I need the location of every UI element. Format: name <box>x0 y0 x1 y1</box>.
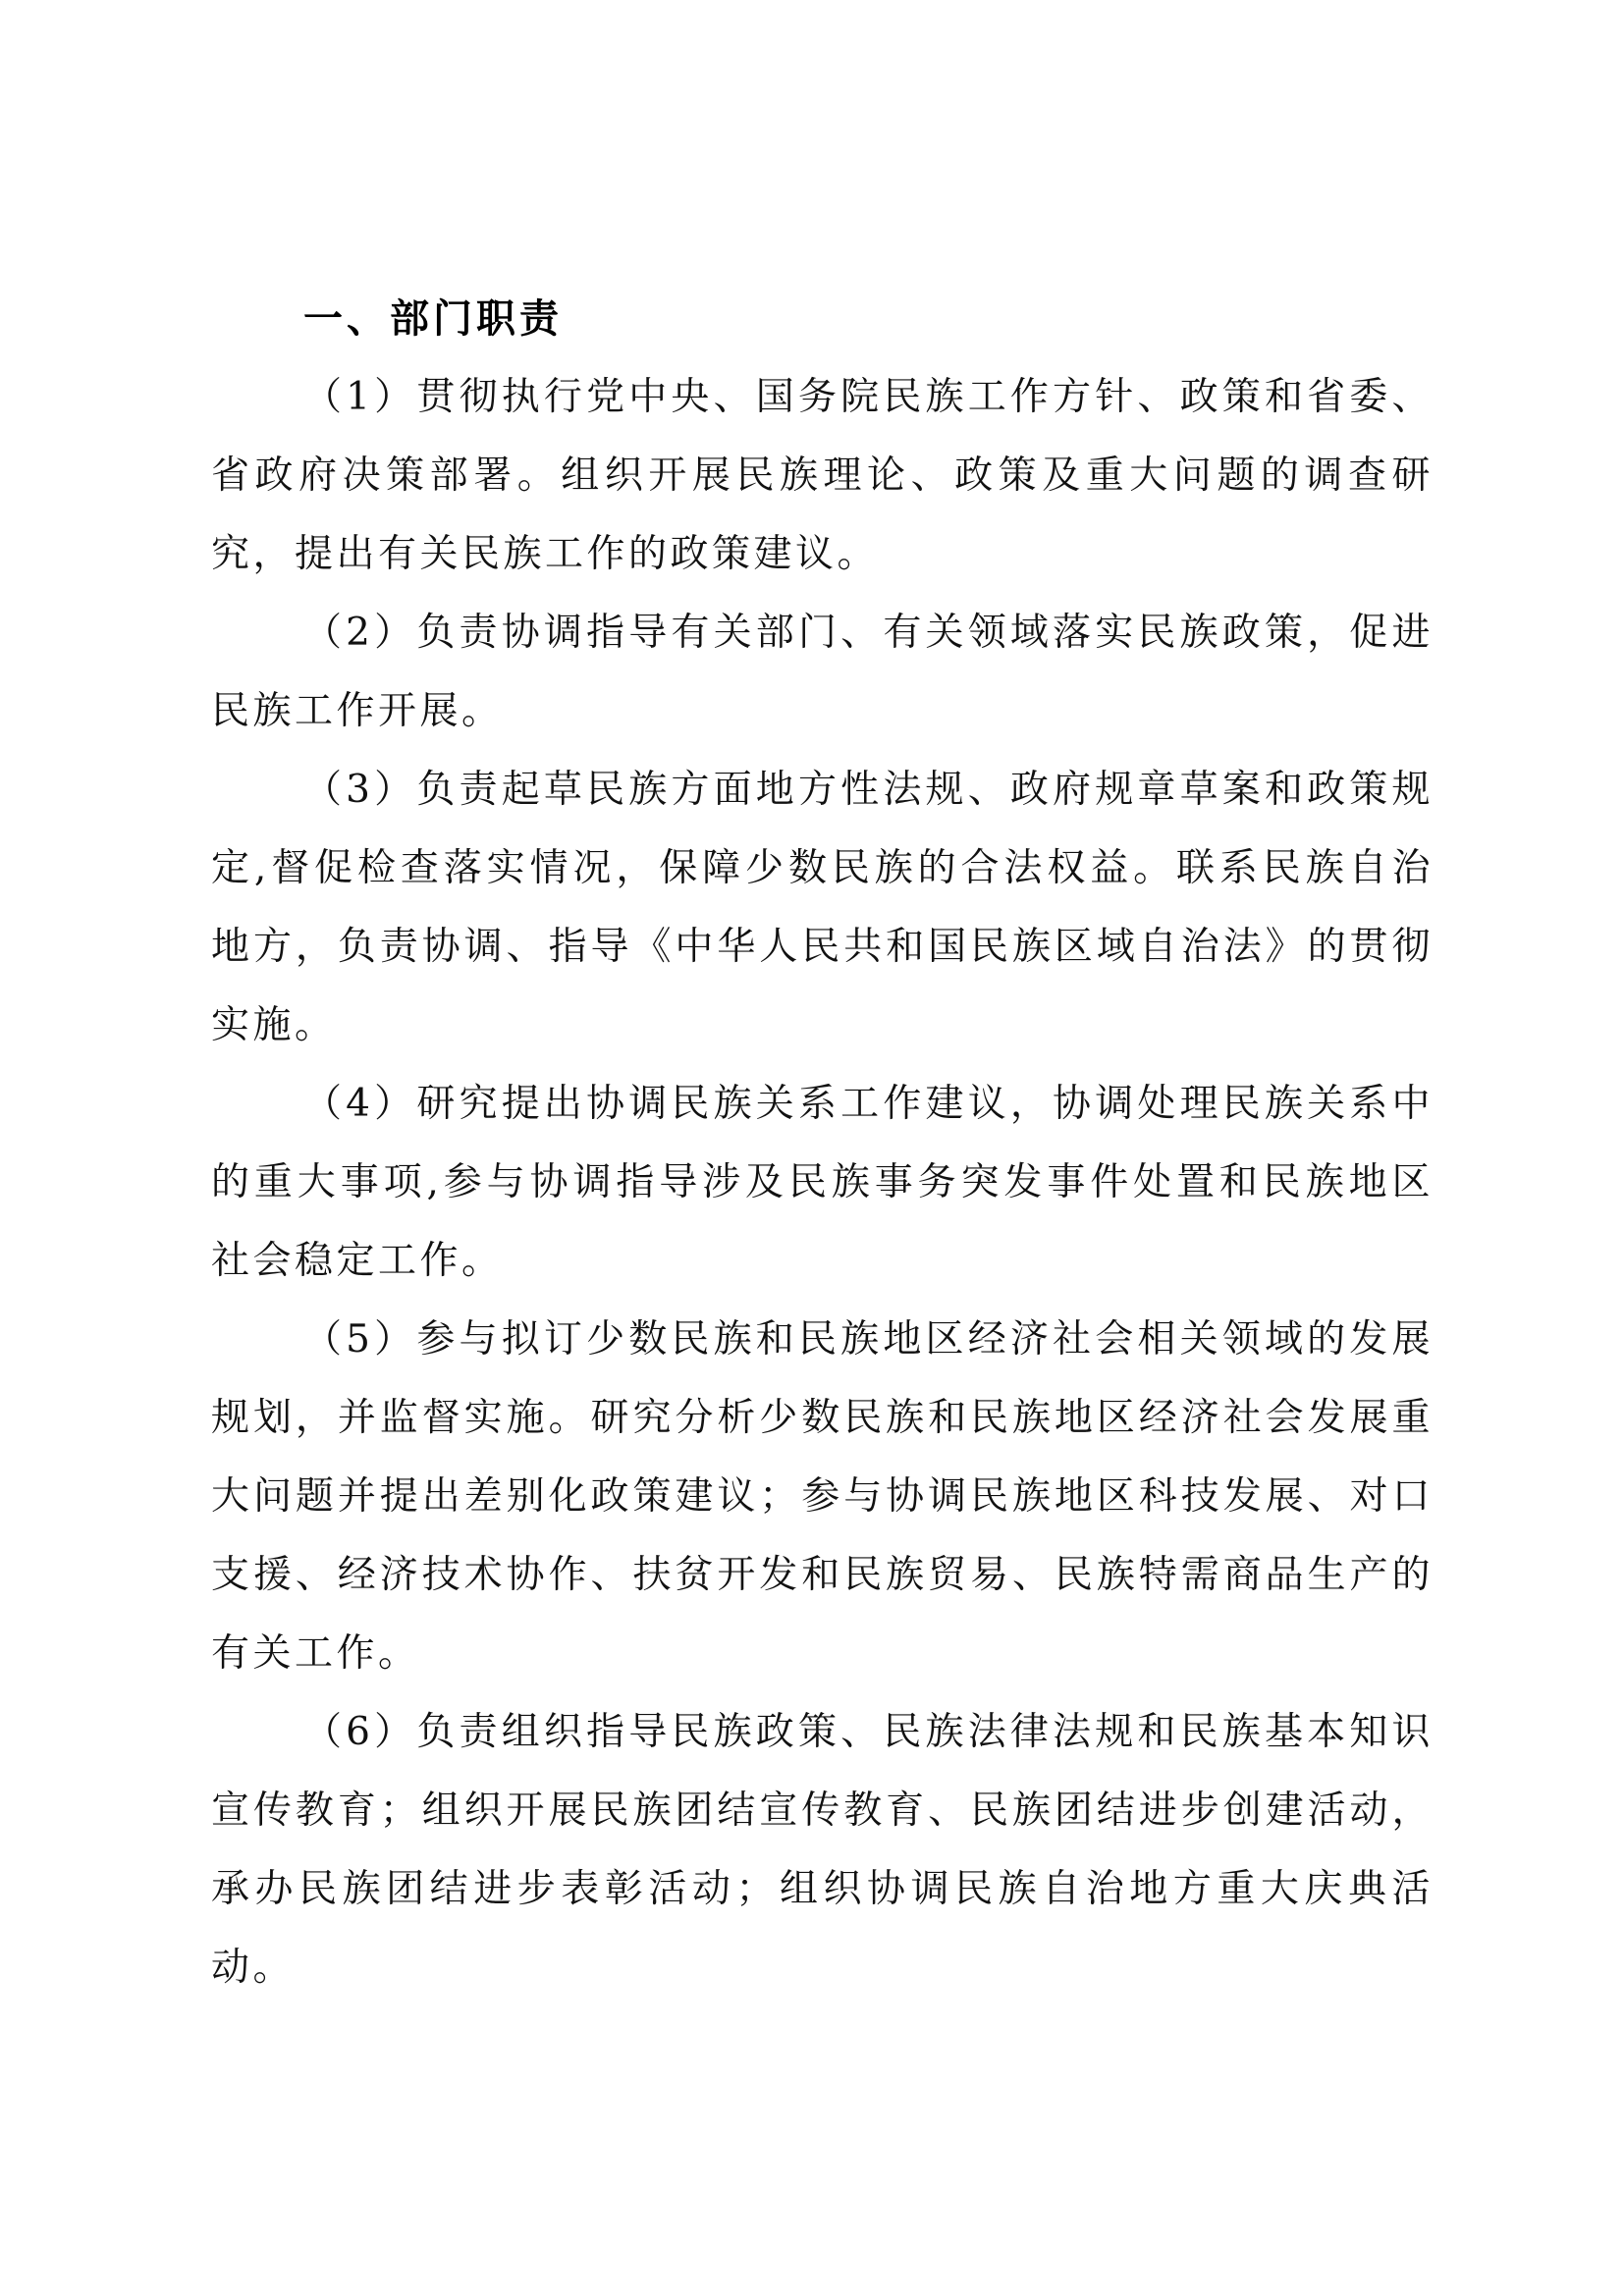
duty-paragraph-6: （6）负责组织指导民族政策、民族法律法规和民族基本知识宣传教育；组织开展民族团结宣传教育、民族团结进步创建活动，承办民族团结进步表彰活动；组织协调民族自治地方重大庆典活动。 <box>211 1710 1434 1990</box>
document-body <box>211 280 1434 2007</box>
duty-paragraph-5: （5）参与拟订少数民族和民族地区经济社会相关领域的发展规划，并监督实施。研究分析少数民族和民族地区经济社会发展重大问题并提出差别化政策建议；参与协调民族地区科技发展、对口支援、经济技术协作、扶贫开发和民族贸易、民族特需商品生产的有关工作。 <box>211 1317 1434 1676</box>
duty-paragraph-4: （4）研究提出协调民族关系工作建议，协调处理民族关系中的重大事项,参与协调指导涉及民族事务突发事件处置和民族地区社会稳定工作。 <box>211 1082 1434 1283</box>
section-heading: 一、部门职责 <box>303 296 563 342</box>
duty-paragraph-3: （3）负责起草民族方面地方性法规、政府规章草案和政策规定,督促检查落实情况，保障少数民族的合法权益。联系民族自治地方，负责协调、指导《中华人民共和国民族区域自治法》的贯彻实施。 <box>211 768 1434 1047</box>
duty-paragraph-1: （1）贯彻执行党中央、国务院民族工作方针、政策和省委、省政府决策部署。组织开展民族理论、政策及重大问题的调查研究，提出有关民族工作的政策建议。 <box>211 375 1434 576</box>
duty-paragraph-2: （2）负责协调指导有关部门、有关领域落实民族政策，促进民族工作开展。 <box>211 611 1434 733</box>
